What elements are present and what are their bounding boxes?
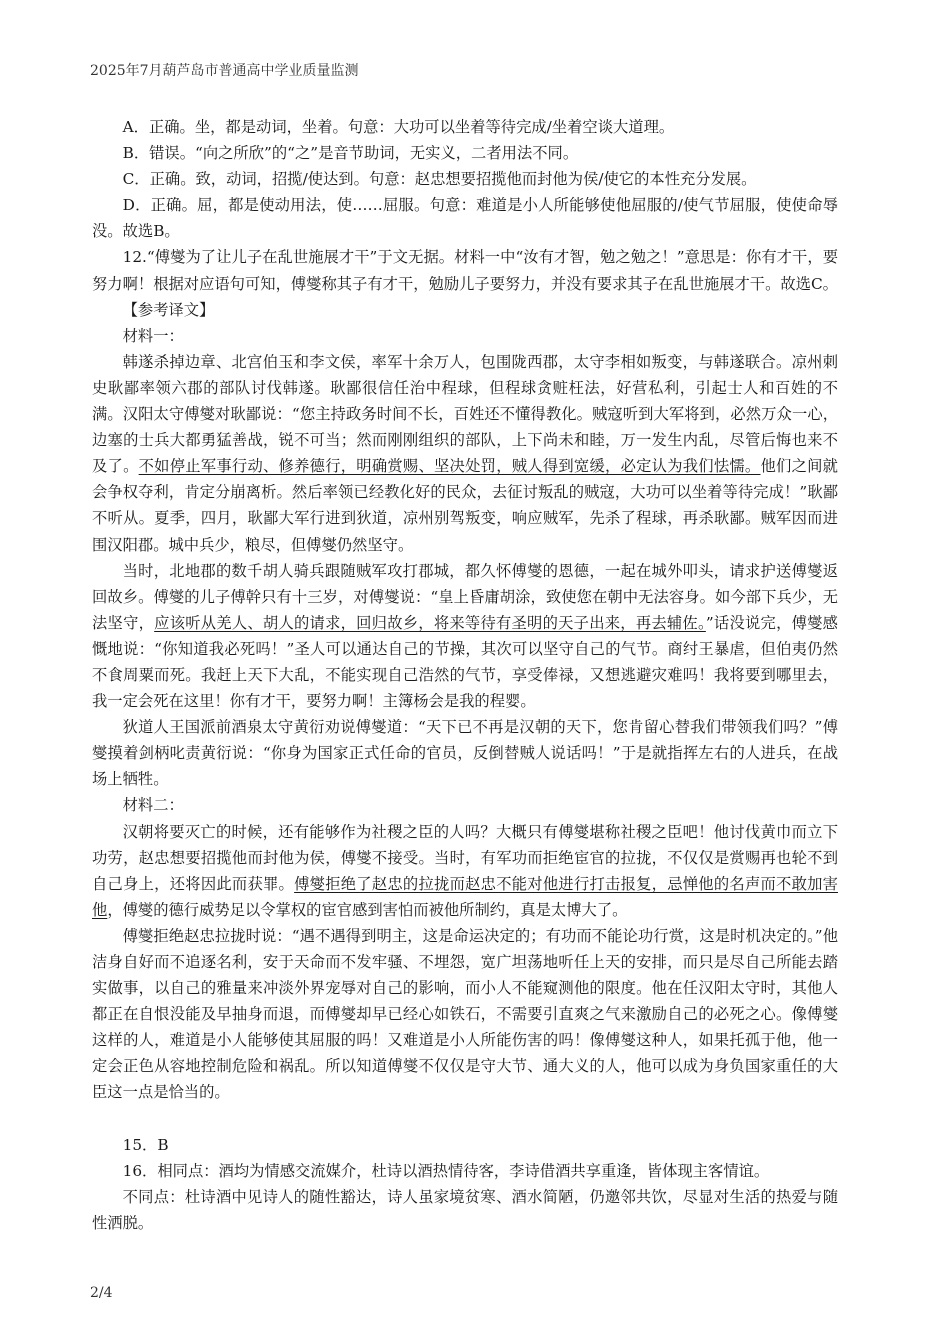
- text-span: ，傅燮的德行威势足以令掌权的宦官感到害怕而被他所制约，真是太博大了。: [107, 900, 628, 919]
- q16-differences: 不同点：杜诗酒中见诗人的随性豁达，诗人虽家境贫寒、酒水简陋，仍邀邻共饮，尽显对生活的热爱与随性洒脱。: [92, 1187, 838, 1232]
- spacer: [92, 1106, 838, 1132]
- text-span: ”话没说完，傅燮感慨地说：“你知道我必死吗！”圣人可以通达自己的节操，其次可以坚守自己的气节。商纣王暴虐，但伯夷仍然不食周粟而死。我赶上天下大乱，不能实现自己浩然的气节，享受俸禄，又想逃避灾难吗！我将要到哪里去，我一定会死在这里！你有才干，要努力啊！主簿杨会是我的程婴。: [92, 613, 838, 711]
- underlined-sentence: 不如停止军事行动、修养德行，明确赏赐、坚决处罚，贼人得到宽缓，必定认为我们怯懦。: [138, 457, 761, 476]
- material-2-title: 材料二：: [122, 796, 184, 815]
- text-span: 汉朝将要灭亡的时候，还有能够作为社稷之臣的人吗？大概只有傅燮堪称社稷之臣吧！他讨伐黄巾而立下功劳，赵忠想要招揽他而封他为侯，傅燮不接受。当时，有军功而拒绝宦官的拉拢，不仅仅是赏赐再也轮不到自己身上，还将因此而获罪。: [92, 822, 838, 893]
- text-span: 韩遂杀掉边章、北宫伯玉和李文侯，率军十余万人，包围陇西郡，太守李相如叛变，与韩遂联合。凉州刺史耿鄙率领六郡的部队讨伐韩遂。耿鄙很信任治中程球，但程球贪赃枉法，好营私利，引起士人和百姓的不满。汉阳太守傅燮对耿鄙说：“您主持政务时间不长，百姓还不懂得教化。贼寇听到大军将到，必然万众一心，边塞的士兵大都勇猛善战，锐不可当；然而刚刚组织的部队，上下尚未和睦，万一发生内乱，尽管后悔也来不及了。: [92, 352, 838, 476]
- reference-translation-title: 【参考译文】: [122, 300, 215, 319]
- material-2-paragraph-1: [92, 819, 838, 923]
- text-span: 他们之间就会争权夺利，肯定分崩离析。然后率领已经教化好的民众，去征讨叛乱的贼寇，大功可以坐着等待完成！”耿鄙不听从。夏季，四月，耿鄙大军行进到狄道，凉州别驾叛变，响应贼军，先杀了程球，再杀耿鄙。贼军因而进围汉阳郡。城中兵少，粮尽，但傅燮仍然坚守。: [92, 457, 838, 554]
- text-span: 当时，北地郡的数千胡人骑兵跟随贼军攻打郡城，都久怀傅燮的恩德，一起在城外叩头，请求护送傅燮返回故乡。傅燮的儿子傅幹只有十三岁，对傅燮说：“皇上昏庸胡涂，致使您在朝中无法容身。如今部下兵少，无法坚守，: [92, 561, 838, 632]
- q11-option-d: D．正确。屈，都是使动用法，使……屈服。句意：难道是小人所能够使他屈服的/使气节屈服，使使命辱没。故选B。: [92, 196, 838, 241]
- q11-option-a: A．正确。坐，都是动词，坐着。句意：大功可以坐着等待完成/坐着空谈大道理。: [122, 118, 675, 136]
- underlined-sentence: 傅燮拒绝了赵忠的拉拢而赵忠不能对他进行打击报复，忌惮他的名声而不敢加害他: [92, 874, 838, 919]
- material-2-paragraph-2: 傅燮拒绝赵忠拉拢时说：“遇不遇得到明主，这是命运决定的；有功而不能论功行赏，这是时机决定的。”他洁身自好而不追逐名利，安于天命而不发牢骚、不埋怨，宽广坦荡地听任上天的安排，而只是尽自己所能去踏实做事，以自己的雅量来冲淡外界宠辱对自己的影响，而小人不能窥测他的限度。他在任汉阳太守时，其他人都正在自恨没能及早抽身而退，而傅燮却早已经心如铁石，不需要引直爽之气来激励自己的必死之心。像傅燮这样的人，难道是小人能够使其屈服的吗！又难道是小人所能伤害的吗！像傅燮这种人，如果托孤于他，他一定会正色从容地控制危险和祸乱。所以知道傅燮不仅仅是守大节、通大义的人，他可以成为身负国家重任的大臣这一点是恰当的。: [92, 926, 838, 1102]
- q11-option-b: B．错误。“向之所欣”的“之”是音节助词，无实义，二者用法不同。: [122, 144, 579, 163]
- material-1-paragraph-2: [92, 558, 838, 715]
- material-1-title: 材料一：: [122, 326, 184, 345]
- q15-answer: 15．B: [122, 1135, 169, 1154]
- q12-answer: 12.“傅燮为了让儿子在乱世施展才干”于文无据。材料一中“汝有才智，勉之勉之！”意思是：你有才干，要努力啊！根据对应语句可知，傅燮称其子有才干，勉励儿子要努力，并没有要求其子在乱世施展才干。故选C。: [92, 248, 838, 293]
- page-number: 2/4: [90, 1285, 113, 1301]
- q11-option-c: C．正确。致，动词，招揽/使达到。句意：赵忠想要招揽他而封他为侯/使它的本性充分发展。: [122, 170, 757, 189]
- material-1-paragraph-3: 狄道人王国派前酒泉太守黄衍劝说傅燮道：“天下已不再是汉朝的天下，您肯留心替我们带领我们吗？”傅燮摸着剑柄叱责黄衍说：“你身为国家正式任命的官员，反倒替贼人说话吗！”于是就指挥左右的人进兵，在战场上牺牲。: [92, 718, 838, 789]
- underlined-sentence: 应该听从羌人、胡人的请求，回归故乡，将来等待有圣明的天子出来，再去辅佐。: [154, 613, 706, 632]
- q16-similarities: 16．相同点：酒均为情感交流媒介，杜诗以酒热情待客，李诗借酒共享重逢，皆体现主客情谊。: [122, 1161, 770, 1180]
- page-header: 2025年7月葫芦岛市普通高中学业质量监测: [90, 63, 359, 79]
- answer-content: [92, 114, 838, 1236]
- material-1-paragraph-1: [92, 349, 838, 558]
